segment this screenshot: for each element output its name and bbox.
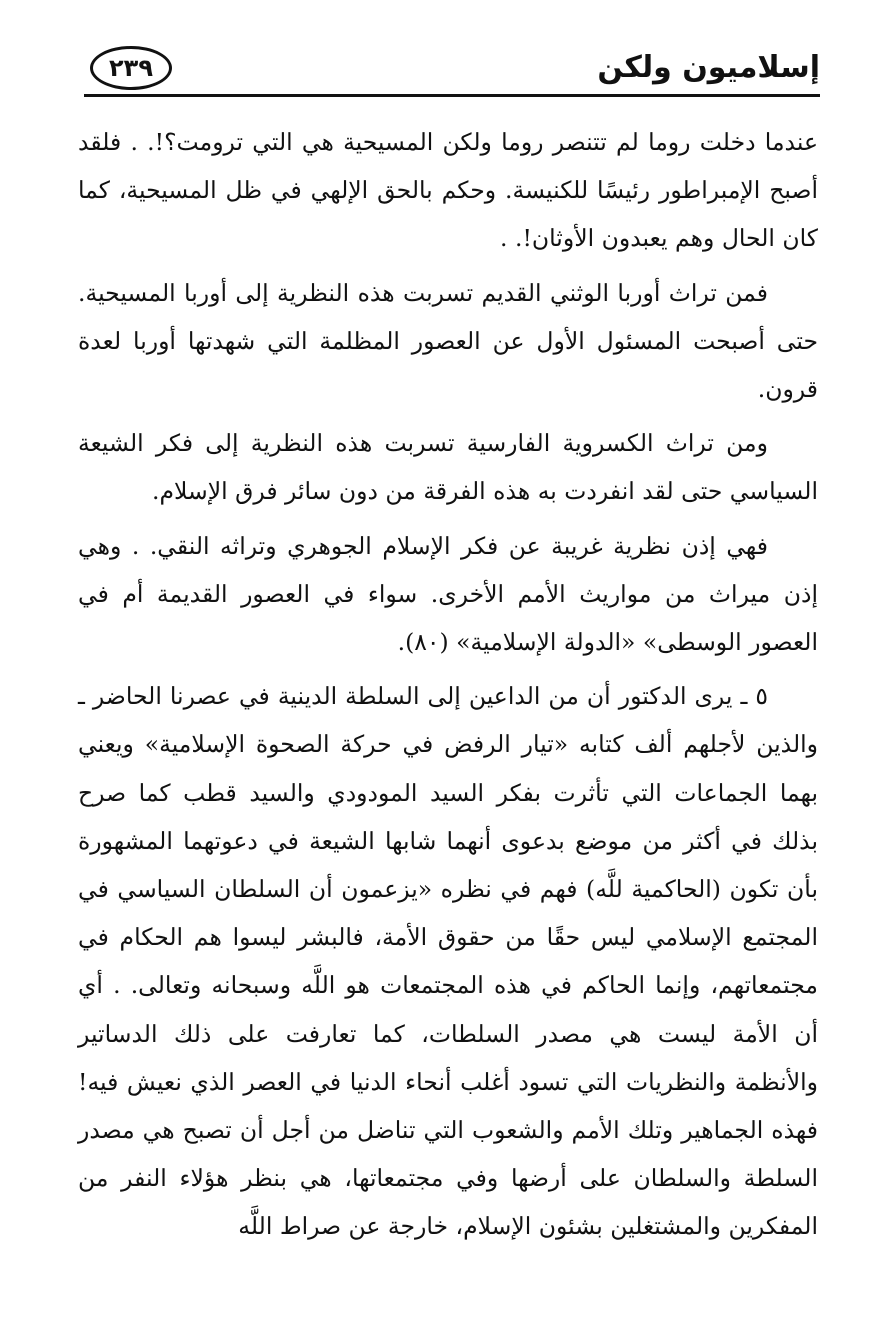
paragraph-5: ٥ ـ يرى الدكتور أن من الداعين إلى السلطة الدينية في عصرنا الحاضر ـ والذين لأجلهم ألف كتابه «تيار الرفض في حركة الصحوة الإسلامية» ويعني بهما الجماعات التي تأثرت بفكر السيد المودودي والسيد قطب كما صرح بذلك في أكثر من موضع بدعوى أنهما شابها الشيعة في دعوتهما المشهورة بأن تكون (الحاكمية للَّه) فهم في نظره «يزعمون أن السلطان السياسي في المجتمع الإسلامي ليس حقًا من حقوق الأمة، فالبشر ليسوا هم الحكام في مجتمعاتهم، وإنما الحاكم في هذه المجتمعات هو اللَّه وسبحانه وتعالى. . أي أن الأمة ليست هي مصدر السلطات، كما تعارفت على ذلك الدساتير والأنظمة والنظريات التي تسود أغلب أنحاء الدنيا في العصر الذي نعيش فيه! فهذه الجماهير وتلك الأمم والشعوب التي تناضل من أجل أن تصبح هي مصدر السلطة والسلطان على أرضها وفي مجتمعاتها، هي بنظر هؤلاء النفر من المفكرين والمشتغلين بشئون الإسلام، خارجة عن صراط اللَّه — [78, 682, 818, 1241]
page-header — [80, 44, 820, 104]
page-number: ٢٣٩ — [109, 54, 153, 82]
paragraph-3: ومن تراث الكسروية الفارسية تسربت هذه النظرية إلى فكر الشيعة السياسي حتى لقد انفردت به هذه الفرقة من دون سائر فرق الإسلام. — [78, 429, 818, 506]
page-number-oval — [90, 46, 172, 90]
paragraph-4: فهي إذن نظرية غريبة عن فكر الإسلام الجوهري وتراثه النقي. . وهي إذن ميراث من مواريث الأمم الأخرى. سواء في العصور القديمة أم في العصور الوسطى» «الدولة الإسلامية» (٨٠). — [78, 531, 818, 657]
body-text — [78, 118, 818, 1251]
paragraph-1: عندما دخلت روما لم تتنصر روما ولكن المسيحية هي التي ترومت؟!. . فلقد أصبح الإمبراطور رئيسًا للكنيسة. وحكم بالحق الإلهي في ظل المسيحية، كما كان الحال وهم يعبدون الأوثان!. . — [78, 128, 818, 253]
paragraph-2: فمن تراث أوربا الوثني القديم تسربت هذه النظرية إلى أوربا المسيحية. حتى أصبحت المسئول الأول عن العصور المظلمة التي شهدتها أوربا لعدة قرون. — [78, 278, 818, 404]
running-title: إسلاميون ولكن — [597, 50, 820, 85]
header-rule — [84, 94, 820, 97]
